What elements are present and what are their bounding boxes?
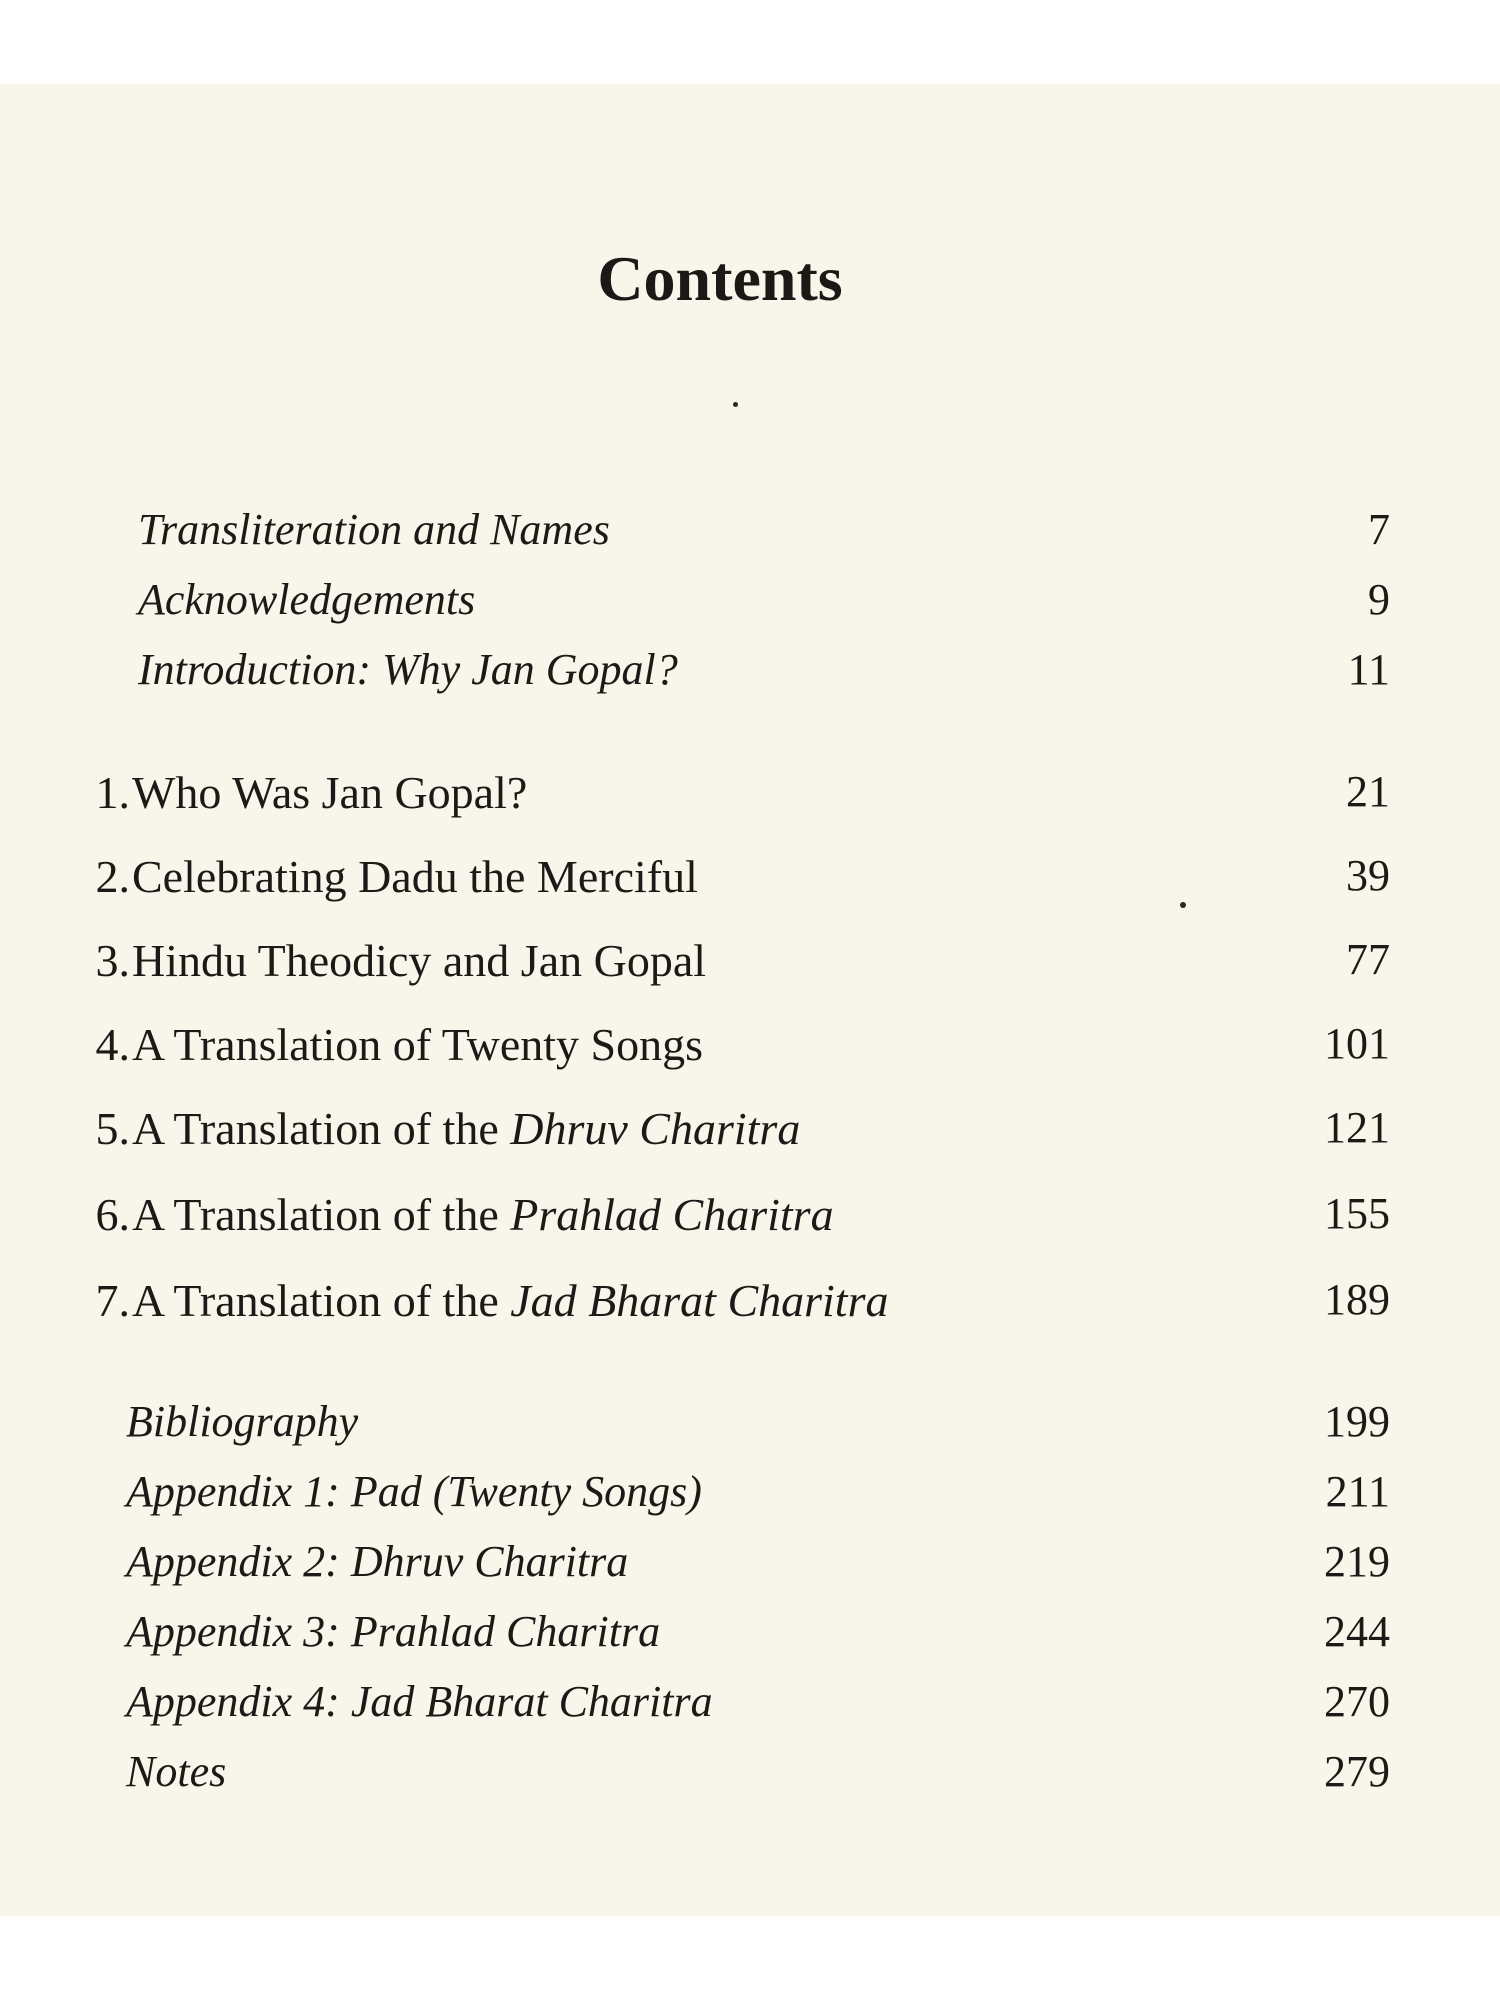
toc-page-number: 7 — [1368, 505, 1390, 554]
toc-page-number: 219 — [1324, 1537, 1390, 1586]
chapter-number: 1. — [95, 767, 130, 818]
chapter-title: A Translation of the Jad Bharat Charitra — [132, 1275, 889, 1326]
chapter-title: Celebrating Dadu the Merciful — [132, 851, 698, 902]
toc-page-number: 279 — [1324, 1747, 1390, 1796]
ink-speck — [1180, 902, 1186, 908]
toc-entry-chapter — [0, 1018, 1500, 1088]
toc-entry-back — [0, 1676, 1500, 1746]
toc-entry-chapter — [0, 934, 1500, 1004]
toc-entry-label: Acknowledgements — [138, 575, 476, 624]
chapter-title: Hindu Theodicy and Jan Gopal — [132, 935, 707, 986]
toc-page-number: 189 — [1324, 1275, 1390, 1324]
toc-entry-chapter — [0, 766, 1500, 836]
toc-page-number: 9 — [1368, 575, 1390, 624]
chapter-number: 3. — [95, 935, 130, 986]
toc-entry-front — [0, 504, 1500, 574]
book-page — [0, 84, 1500, 1916]
toc-entry-label: Transliteration and Names — [138, 505, 610, 554]
toc-entry-front — [0, 644, 1500, 714]
toc-entry-label: Appendix 1: Pad (Twenty Songs) — [126, 1467, 702, 1516]
toc-page-number: 11 — [1347, 645, 1390, 694]
toc-page-number: 270 — [1324, 1677, 1390, 1726]
toc-entry-front — [0, 574, 1500, 644]
toc-entry-label: Notes — [126, 1747, 227, 1796]
chapter-number: 6. — [95, 1189, 130, 1240]
chapter-number: 7. — [95, 1275, 130, 1326]
toc-entry-label: Introduction: Why Jan Gopal? — [138, 645, 678, 694]
toc-entry-chapter — [0, 1274, 1500, 1344]
toc-entry-chapter — [0, 1102, 1500, 1172]
toc-page-number: 199 — [1324, 1397, 1390, 1446]
page-title: Contents — [597, 243, 843, 314]
chapter-title: A Translation of Twenty Songs — [132, 1019, 704, 1070]
toc-page-number: 101 — [1324, 1019, 1390, 1068]
toc-entry-back — [0, 1396, 1500, 1466]
chapter-number: 5. — [95, 1103, 130, 1154]
chapter-title: A Translation of the Dhruv Charitra — [132, 1103, 801, 1154]
chapter-number: 2. — [95, 851, 130, 902]
toc-page-number: 77 — [1346, 935, 1390, 984]
toc-entry-back — [0, 1536, 1500, 1606]
toc-entry-label: Appendix 3: Prahlad Charitra — [126, 1607, 661, 1656]
toc-entry-label: Appendix 2: Dhruv Charitra — [126, 1537, 629, 1586]
toc-page-number: 155 — [1324, 1189, 1390, 1238]
chapter-number: 4. — [95, 1019, 130, 1070]
chapter-title: A Translation of the Prahlad Charitra — [132, 1189, 834, 1240]
toc-page-number: 21 — [1346, 767, 1390, 816]
toc-entry-back — [0, 1606, 1500, 1676]
ink-speck — [733, 402, 738, 407]
toc-entry-back — [0, 1466, 1500, 1536]
toc-page-number: 39 — [1346, 851, 1390, 900]
toc-entry-chapter — [0, 850, 1500, 920]
toc-entry-label: Appendix 4: Jad Bharat Charitra — [126, 1677, 713, 1726]
chapter-title: Who Was Jan Gopal? — [132, 767, 528, 818]
toc-entry-chapter — [0, 1188, 1500, 1258]
toc-page-number: 211 — [1325, 1467, 1390, 1516]
toc-page-number: 244 — [1324, 1607, 1390, 1656]
toc-entry-label: Bibliography — [126, 1397, 359, 1446]
toc-page-number: 121 — [1324, 1103, 1390, 1152]
toc-entry-back — [0, 1746, 1500, 1816]
